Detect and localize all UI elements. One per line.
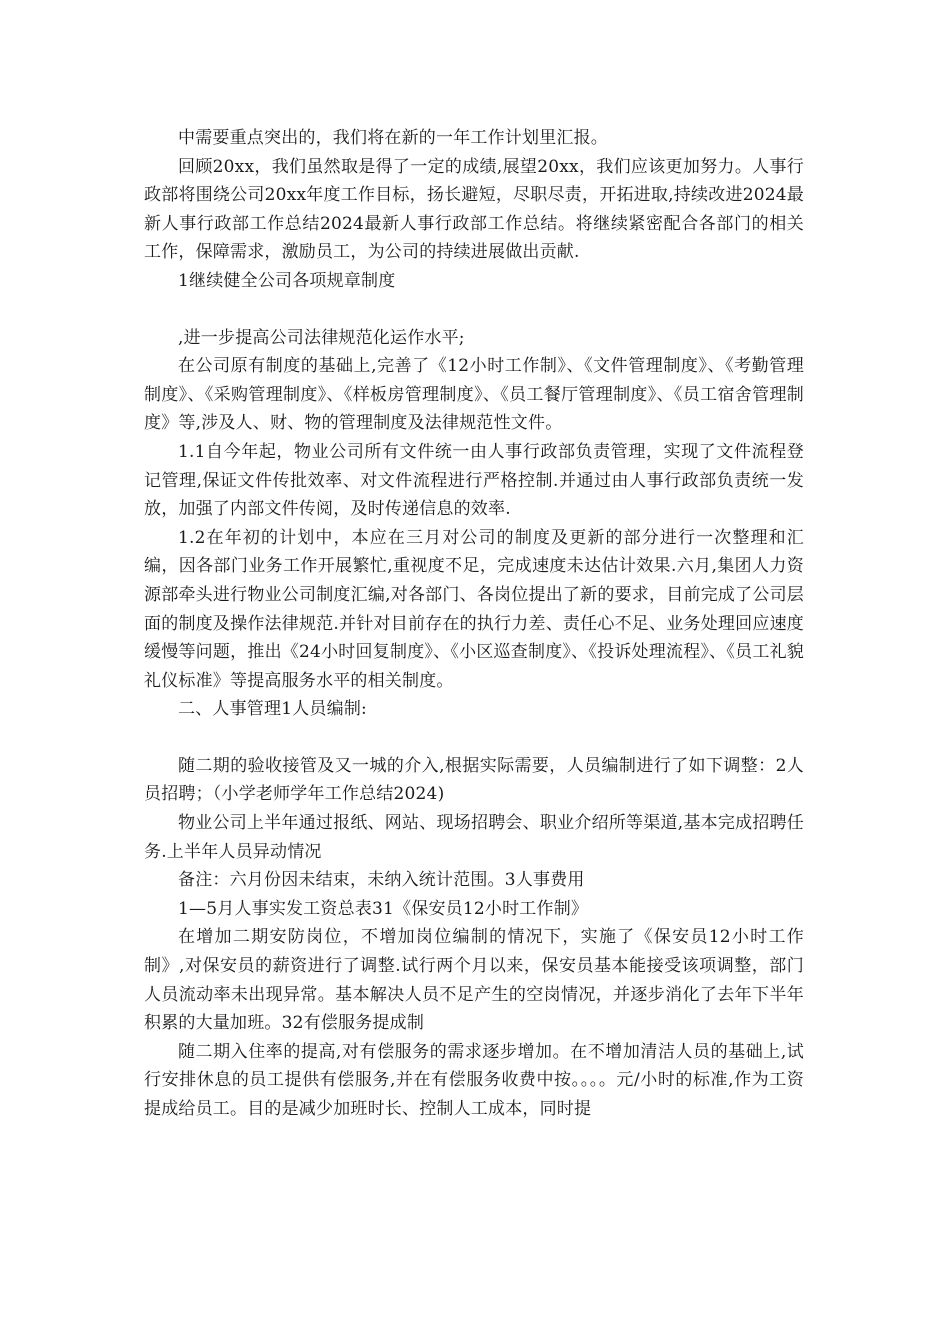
paragraph-intro-continuation: 中需要重点突出的，我们将在新的一年工作计划里汇报。 [178,128,608,148]
section-heading-regulations: 1继续健全公司各项规章制度 [178,270,396,291]
paragraph-salary-summary: 1—5月人事实发工资总表31《保安员12小时工作制》 [178,898,589,919]
paragraph-section-1-1: 1.1自今年起，物业公司所有文件统一由人事行政部负责管理，实现了文件流程登记管理,保证文件传批效率、对文件流程进行严格控制.并通过由人事行政部负责统一发放，加强了内部文件传阅，及时传递信息的效率. [144,441,804,520]
paragraph-security-shift-system: 在增加二期安防岗位，不增加岗位编制的情况下，实施了《保安员12小时工作制》,对保安员的薪资进行了调整.试行两个月以来，保安员基本能接受该项调整，部门人员流动率未出现异常。基本解决人员不足产生的空岗情况，并逐步消化了去年下半年积累的大量加班。32有偿服务提成制 [144,927,804,1034]
paragraph-note-june: 备注：六月份因未结束，未纳入统计范围。3人事费用 [178,870,585,891]
paragraph-legal-standardization: ,进一步提高公司法律规范化运作水平; [178,327,465,348]
paragraph-review-outlook: 回顾20xx，我们虽然取是得了一定的成绩,展望20xx，我们应该更加努力。人事行政部将围绕公司20xx年度工作目标，扬长避短，尽职尽责，开拓进取,持续改进2024最新人事行政部工作总结2024最新人事行政部工作总结。将继续紧密配合各部门的相关工作，保障需求，激励员工，为公司的持续进展做出贡献. [144,156,804,263]
paragraph-recruitment: 物业公司上半年通过报纸、网站、现场招聘会、职业介绍所等渠道,基本完成招聘任务.上半年人员异动情况 [144,813,804,862]
paragraph-section-1-2: 1.2在年初的计划中，本应在三月对公司的制度及更新的部分进行一次整理和汇编，因各部门业务工作开展繁忙,重视度不足，完成速度未达估计效果.六月,集团人力资源部牵头进行物业公司制度汇编,对各部门、各岗位提出了新的要求，目前完成了公司层面的制度及操作法律规范.并针对目前存在的执行力差、责任心不足、业务处理回应速度缓慢等问题，推出《24小时回复制度》、《小区巡查制度》、《投诉处理流程》、《员工礼貌礼仪标准》等提高服务水平的相关制度。 [144,527,804,691]
document-body [144,124,804,1124]
section-heading-hr-management: 二、人事管理1人员编制: [178,699,367,720]
paragraph-paid-service-commission: 随二期入住率的提高,对有偿服务的需求逐步增加。在不增加清洁人员的基础上,试行安排休息的员工提供有偿服务,并在有偿服务收费中按。。。。元/小时的标准,作为工资提成给员工。目的是减少加班时长、控制人工成本，同时提 [144,1041,804,1119]
paragraph-staffing-adjustment: 随二期的验收接管及又一城的介入,根据实际需要，人员编制进行了如下调整：2人员招聘；（小学老师学年工作总结2024) [144,755,804,805]
paragraph-system-improvements: 在公司原有制度的基础上,完善了《12小时工作制》、《文件管理制度》、《考勤管理制度》、《采购管理制度》、《样板房管理制度》、《员工餐厅管理制度》、《员工宿舍管理制度》等,涉及人、财、物的管理制度及法律规范性文件。 [144,356,804,434]
